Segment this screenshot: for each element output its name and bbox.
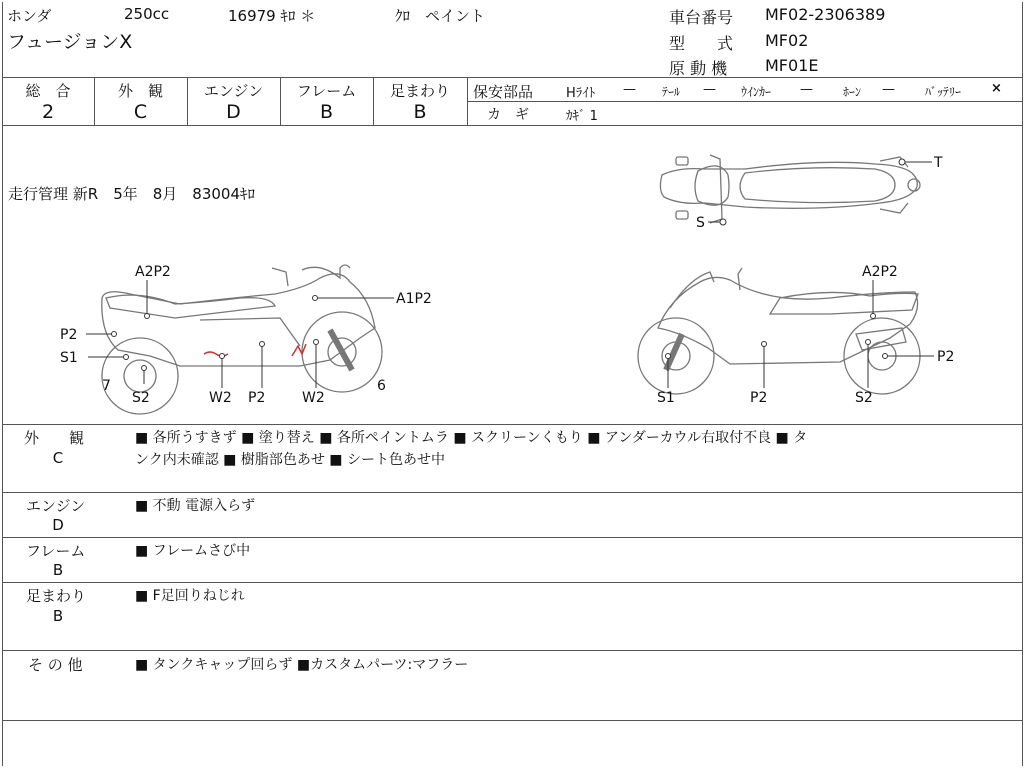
engine-cc: 250cc: [124, 5, 170, 23]
grade-exterior-value: C: [133, 101, 148, 123]
left-s1-marker: [124, 355, 129, 360]
type-label: 型 式: [669, 34, 734, 53]
right-body-outline: [658, 277, 918, 364]
line-notes-2: [2, 537, 1022, 538]
top-t-marker: [899, 159, 905, 165]
safety-horn-label: ﾎｰﾝ: [843, 85, 862, 99]
safety-battery-label: ﾊﾞｯﾃﾘｰ: [925, 85, 962, 99]
top-s-label: S: [696, 215, 705, 231]
left-body-outline: [102, 274, 375, 366]
left-w2a-label: W2: [209, 390, 232, 406]
note-suspension-label: 足まわり: [26, 587, 87, 605]
line-grades-bottom: [2, 125, 1022, 126]
left-p2-front-marker: [112, 332, 117, 337]
top-mirror-right: [676, 211, 688, 219]
note-frame-text: ■ フレームさび中: [135, 543, 251, 559]
left-s2-label: S2: [132, 390, 150, 406]
left-handle: [272, 268, 288, 286]
line-header-bottom: [2, 77, 1022, 78]
top-s-marker: [720, 219, 726, 225]
safety-title: 保安部品: [473, 83, 534, 101]
right-p2-bottom-label: P2: [750, 390, 768, 406]
top-taillight: [908, 179, 920, 191]
model-name: フュージョンX: [7, 31, 133, 53]
key-label: カ ギ: [487, 107, 529, 123]
left-seat: [106, 295, 275, 318]
note-exterior-text2: ンク内未確認 ■ 樹脂部色あせ ■ シート色あせ中: [135, 452, 445, 468]
safety-winker-value: —: [800, 82, 813, 97]
key-value: ｶｷﾞ 1: [566, 109, 598, 124]
right-seat: [770, 292, 918, 314]
grade-exterior-label: 外 観: [117, 82, 163, 100]
note-exterior-grade: C: [52, 449, 64, 467]
safety-horn-value: —: [882, 82, 895, 97]
note-exterior-label: 外 観: [24, 429, 85, 447]
note-other-label: そ の 他: [28, 656, 83, 674]
right-windshield: [670, 272, 714, 308]
maker: ホンダ: [7, 7, 52, 25]
line-notes-1: [2, 492, 1022, 493]
line-notes-4: [2, 650, 1022, 651]
right-p2-bottom-marker: [762, 342, 767, 347]
left-fork: [330, 330, 352, 370]
grade-total-label: 総 合: [25, 82, 71, 100]
color: ｸﾛ ペイント: [395, 7, 486, 25]
line-diagram-bottom: [2, 424, 1022, 425]
grade-suspension-label: 足まわり: [389, 82, 450, 100]
right-front-wheel: [638, 318, 714, 394]
left-a1p2-marker: [313, 296, 318, 301]
left-rear-hub: [124, 360, 156, 392]
note-exterior-text: ■ 各所うすきず ■ 塗り替え ■ 各所ペイントムラ ■ スクリーンくもり ■ アンダーカウル右取付不良 ■ タ: [135, 430, 808, 446]
grade-frame-label: フレーム: [296, 82, 357, 100]
right-a2p2-marker: [871, 314, 876, 319]
safety-headlight-label: Hﾗｲﾄ: [566, 86, 596, 101]
type-value: MF02: [765, 31, 809, 50]
right-p2-marker: [883, 354, 888, 359]
note-engine-grade: D: [52, 516, 64, 534]
left-w2a-marker: [220, 354, 225, 359]
engine-value: MF01E: [765, 56, 819, 75]
left-a2p2-marker: [145, 314, 150, 319]
top-seat: [740, 168, 895, 203]
chassis-value: MF02-2306389: [765, 5, 886, 24]
note-suspension-text: ■ F足回りねじれ: [135, 588, 245, 604]
note-suspension-grade: B: [52, 607, 64, 625]
note-frame-grade: B: [52, 561, 64, 579]
top-mirror-left: [676, 157, 688, 165]
grade-suspension-value: B: [413, 101, 427, 123]
safety-battery-value: ×: [991, 81, 1002, 96]
right-a2p2-label: A2P2: [862, 264, 898, 280]
top-windshield: [695, 166, 729, 205]
left-s2-marker: [142, 366, 147, 371]
safety-winker-label: ｳｲﾝｶｰ: [741, 85, 772, 99]
scooter-top-view: [650, 145, 950, 245]
right-s1-marker: [666, 354, 671, 359]
left-a1p2-label: A1P2: [396, 291, 432, 307]
left-p2-bottom-marker: [260, 342, 265, 347]
left-7-label: 7: [102, 378, 111, 394]
left-floor: [200, 318, 300, 346]
mileage: 16979 ｷﾛ ＊: [228, 7, 316, 25]
grade-engine-value: D: [226, 101, 241, 123]
line-notes-5: [2, 720, 1022, 721]
grade-engine-label: エンジン: [203, 82, 264, 100]
left-damage-mark-2: [292, 344, 306, 356]
left-w2b-label: W2: [302, 390, 325, 406]
safety-tail-label: ﾃｰﾙ: [662, 85, 681, 99]
right-s1-label: S1: [657, 390, 675, 406]
grade-divider-5: [467, 77, 468, 125]
line-notes-3: [2, 582, 1022, 583]
top-handlebar: [710, 155, 722, 223]
line-grades-mid: [467, 101, 1022, 102]
note-engine-label: エンジン: [26, 497, 86, 515]
top-t-label: T: [934, 155, 943, 171]
note-other-text: ■ タンクキャップ回らず ■カスタムパーツ:マフラー: [135, 657, 469, 673]
left-6-label: 6: [377, 378, 386, 394]
engine-label: 原 動 機: [669, 59, 728, 78]
scooter-right-view: [630, 258, 970, 418]
left-w2b-marker: [314, 340, 319, 345]
left-p2-front-label: P2: [60, 327, 78, 343]
safety-tail-value: —: [703, 82, 716, 97]
chassis-label: 車台番号: [669, 8, 734, 27]
note-frame-label: フレーム: [26, 542, 86, 560]
scooter-left-view: [40, 258, 500, 418]
right-s2-label: S2: [855, 390, 873, 406]
mileage-note: 走行管理 新R 5年 8月 83004ｷﾛ: [8, 185, 255, 203]
grade-frame-value: B: [319, 101, 334, 123]
grade-total-value: 2: [41, 101, 55, 123]
left-s1-label: S1: [60, 350, 78, 366]
left-a2p2-label: A2P2: [135, 264, 171, 280]
right-p2-label: P2: [937, 349, 955, 365]
safety-headlight-value: —: [623, 82, 636, 97]
left-p2-bottom-label: P2: [248, 390, 266, 406]
right-s2-marker: [866, 340, 871, 345]
note-engine-text: ■ 不動 電源入らず: [135, 498, 256, 514]
